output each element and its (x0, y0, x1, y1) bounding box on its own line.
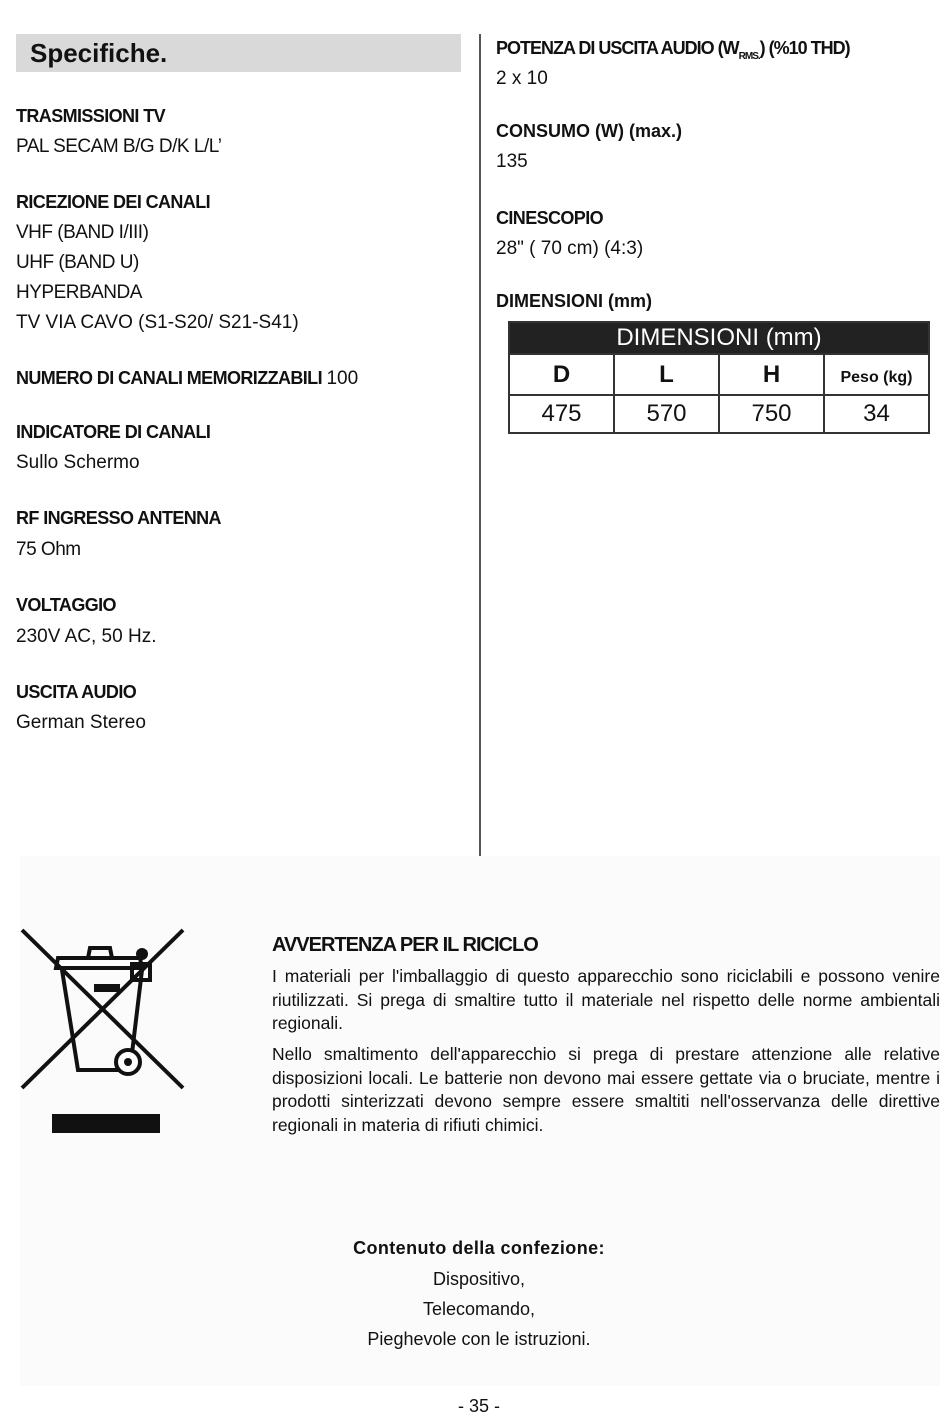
dimensions-col-h: H (719, 354, 824, 395)
recycling-paragraph-1: I materiali per l'imballaggio di questo apparecchio sono riciclabili e possono venire riutilizzati. Si prega di smaltire tutto il materiale nel rispetto delle norme ambientali regionali. (272, 966, 940, 1033)
spec-channels-memory (16, 368, 358, 390)
package-item: Dispositivo, (432, 1269, 526, 1289)
spec-value-tube: 28" ( 70 cm) (4:3) (496, 238, 644, 259)
spec-value-channel-indicator: Sullo Schermo (16, 452, 140, 473)
spec-label-audio-power: POTENZA DI USCITA AUDIO $(W_{RMS.})$ (%10 THD) (496, 38, 850, 62)
spec-value-channels-memory: 100 (326, 368, 359, 389)
crossed-out-wheelie-bin-icon (20, 928, 185, 1138)
spec-value-hyperband: HYPERBANDA (16, 282, 142, 303)
dimensions-table (508, 321, 930, 434)
spec-label-dimensions: DIMENSIONI (mm) (496, 291, 653, 311)
dimensions-col-weight: Peso (kg) (824, 354, 929, 395)
dimensions-value-weight: 34 (824, 395, 929, 433)
spec-value-vhf: VHF (BAND I/III) (16, 222, 149, 243)
package-title: Contenuto della confezione: (353, 1238, 605, 1258)
spec-value-voltage: 230V AC, 50 Hz. (16, 626, 157, 647)
spec-value-audio-output: German Stereo (16, 712, 146, 733)
page-title: Specifiche. (30, 38, 168, 68)
dimensions-col-l: L (614, 354, 719, 395)
spec-value-transmission: PAL SECAM B/G D/K L/L’ (16, 136, 222, 157)
column-divider (479, 34, 481, 856)
package-item: Pieghevole con le istruzioni. (367, 1329, 591, 1349)
spec-value-rf-input: 75 Ohm (16, 539, 81, 560)
spec-value-uhf: UHF (BAND U) (16, 252, 139, 273)
dimensions-table-header: DIMENSIONI (mm) (509, 322, 929, 354)
recycling-title: AVVERTENZA PER IL RICICLO (272, 934, 538, 956)
dimensions-value-h: 750 (719, 395, 824, 433)
dimensions-value-l: 570 (614, 395, 719, 433)
spec-label-audio-output: USCITA AUDIO (16, 682, 137, 702)
page-number: - 35 - (457, 1396, 500, 1416)
recycling-paragraph-2: Nello smaltimento dell'apparecchio si prega di prestare attenzione alle relative disposizioni locali. Le batterie non devono mai essere gettate via o bruciate, mentre i prodotti sinterizzati devono sempre essere smaltiti nell'osservanza delle direttive regionali in materia di rifiuti chimici. (272, 1044, 940, 1135)
spec-label-channel-reception: RICEZIONE DEI CANALI (16, 192, 211, 212)
spec-label-rf-input: RF INGRESSO ANTENNA (16, 508, 221, 528)
spec-label-channel-indicator: INDICATORE DI CANALI (16, 422, 211, 442)
spec-label-tube: CINESCOPIO (496, 208, 604, 228)
spec-label-channels-memory: NUMERO DI CANALI MEMORIZZABILI (16, 368, 322, 388)
spec-label-consumption: CONSUMO (W) (max.) (496, 121, 682, 141)
spec-value-audio-power: 2 x 10 (496, 68, 548, 89)
spec-value-consumption: 135 (496, 151, 528, 172)
spec-value-cable: TV VIA CAVO (S1-S20/ S21-S41) (16, 312, 299, 333)
dimensions-col-d: D (509, 354, 614, 395)
package-item: Telecomando, (422, 1299, 536, 1319)
dimensions-value-d: 475 (509, 395, 614, 433)
spec-label-transmission: TRASMISSIONI TV (16, 106, 166, 126)
spec-label-voltage: VOLTAGGIO (16, 595, 116, 615)
